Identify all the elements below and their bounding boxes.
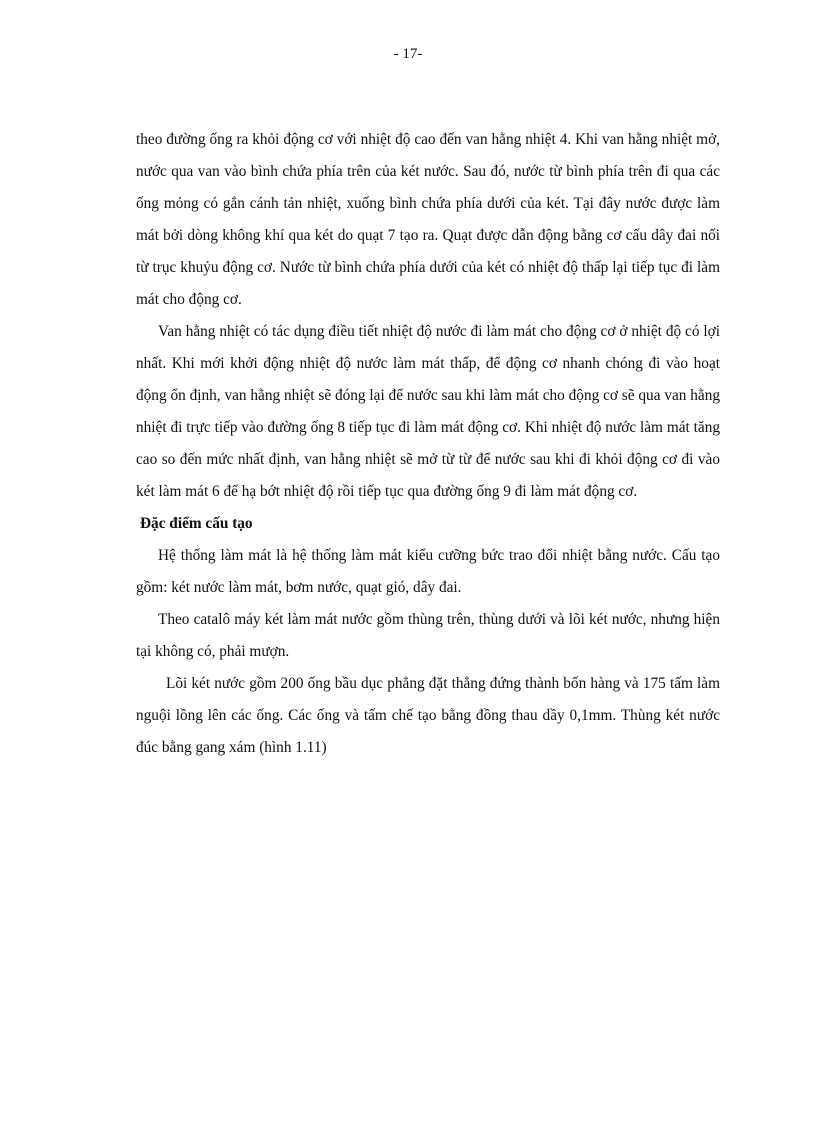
paragraph-catalog: Theo catalô máy két làm mát nước gồm thùng trên, thùng dưới và lõi két nước, nhưng hiện tại không có, phải mượn.: [136, 611, 720, 660]
body-text: [136, 124, 720, 764]
paragraph-system-overview: Hệ thống làm mát là hệ thống làm mát kiểu cưỡng bức trao đổi nhiệt bằng nước. Cấu tạo gồm: két nước làm mát, bơm nước, quạt gió, dây đai.: [136, 547, 720, 596]
section-heading: Đặc điểm cấu tạo: [140, 515, 253, 532]
paragraph-cooling-flow: theo đường ống ra khỏi động cơ với nhiệt độ cao đến van hằng nhiệt 4. Khi van hằng nhiệt mở, nước qua van vào bình chứa phía trên của két nước. Sau đó, nước từ bình phía trên đi qua các ống mỏng có gắn cánh tản nhiệt, xuống bình chứa phía dưới của két. Tại đây nước được làm mát bởi dòng không khí qua két do quạt 7 tạo ra. Quạt được dẫn động bằng cơ cấu dây đai nối từ trục khuỷu động cơ. Nước từ bình chứa phía dưới của két có nhiệt độ thấp lại tiếp tục đi làm mát cho động cơ.: [136, 131, 720, 308]
page-number: - 17-: [393, 46, 423, 62]
paragraph-radiator-core: Lõi két nước gồm 200 ống bầu dục phẳng đặt thẳng đứng thành bốn hàng và 175 tấm làm nguội lồng lên các ống. Các ống và tấm chế tạo bằng đồng thau dầy 0,1mm. Thùng két nước đúc bằng gang xám (hình 1.11): [136, 675, 720, 756]
paragraph-thermostat: Van hằng nhiệt có tác dụng điều tiết nhiệt độ nước đi làm mát cho động cơ ở nhiệt độ có lợi nhất. Khi mới khởi động nhiệt độ nước làm mát thấp, để động cơ nhanh chóng đi vào hoạt động ổn định, van hằng nhiệt sẽ đóng lại để nước sau khi làm mát cho động cơ sẽ qua van hằng nhiệt đi trực tiếp vào đường ống 8 tiếp tục đi làm mát động cơ. Khi nhiệt độ nước làm mát tăng cao so đến mức nhất định, van hằng nhiệt sẽ mở từ từ để nước sau khi đi khỏi động cơ đi vào két làm mát 6 để hạ bớt nhiệt độ rồi tiếp tục qua đường ống 9 đi làm mát động cơ.: [136, 323, 720, 500]
